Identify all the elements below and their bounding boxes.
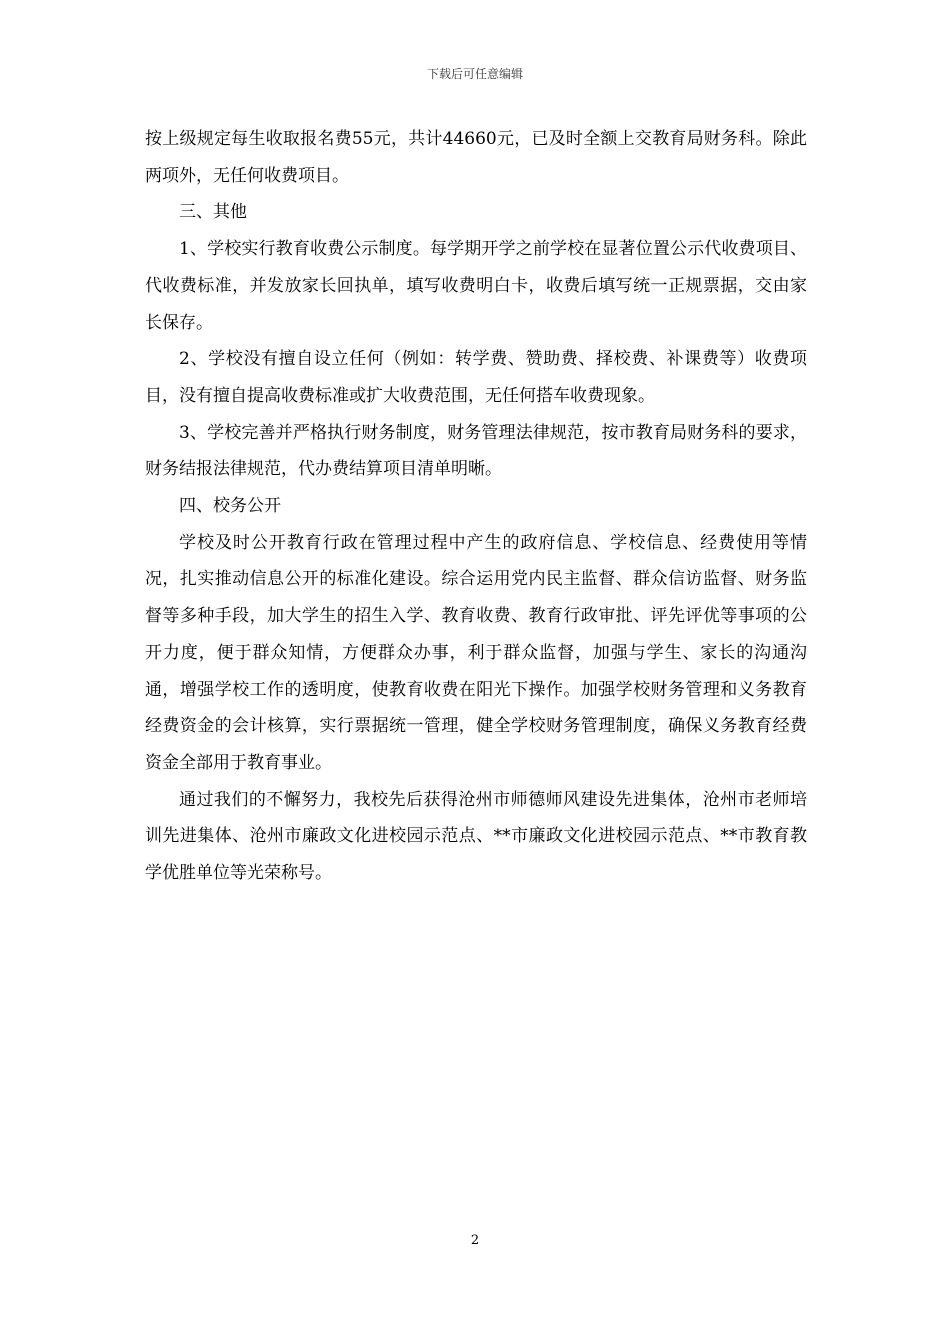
document-body — [145, 121, 807, 892]
paragraph-public-disclosure: 学校及时公开教育行政在管理过程中产生的政府信息、学校信息、经费使用等情况，扎实推动信息公开的标准化建设。综合运用党内民主监督、群众信访监督、财务监督等多种手段，加大学生的招生入学、教育收费、教育行政审批、评先评优等事项的公开力度，便于群众知情，方便群众办事，利于群众监督，加强与学生、家长的沟通沟通，增强学校工作的透明度，使教育收费在阳光下操作。加强学校财务管理和义务教育经费资金的会计核算，实行票据统一管理，健全学校财务管理制度，确保义务教育经费资金全部用于教育事业。 — [145, 532, 807, 773]
paragraph-finance-system: 3、学校完善并严格执行财务制度，财务管理法律规范，按市教育局财务科的要求，财务结报法律规范，代办费结算项目清单明晰。 — [145, 422, 807, 480]
paragraph-no-extra-fees: 2、学校没有擅自设立任何（例如：转学费、赞助费、择校费、补课费等）收费项目，没有擅自提高收费标准或扩大收费范围，无任何搭车收费现象。 — [145, 349, 807, 406]
paragraph-fee-disclosure: 1、学校实行教育收费公示制度。每学期开学之前学校在显著位置公示代收费项目、代收费标准，并发放家长回执单，填写收费明白卡，收费后填写统一正规票据，交由家长保存。 — [145, 239, 807, 333]
paragraph-honors: 通过我们的不懈努力，我校先后获得沧州市师德师风建设先进集体，沧州市老师培训先进集体、沧州市廉政文化进校园示范点、**市廉政文化进校园示范点、**市教育教学优胜单位等光荣称号。 — [145, 789, 807, 884]
section-heading-other: 三、其他 — [179, 202, 247, 223]
page-number: 2 — [470, 1233, 480, 1248]
section-heading-school-affairs: 四、校务公开 — [179, 496, 281, 517]
page-header: 下载后可任意编辑 — [426, 67, 523, 81]
paragraph-fee-summary: 按上级规定每生收取报名费55元，共计44660元，已及时全额上交教育局财务科。除此两项外，无任何收费项目。 — [145, 129, 807, 186]
